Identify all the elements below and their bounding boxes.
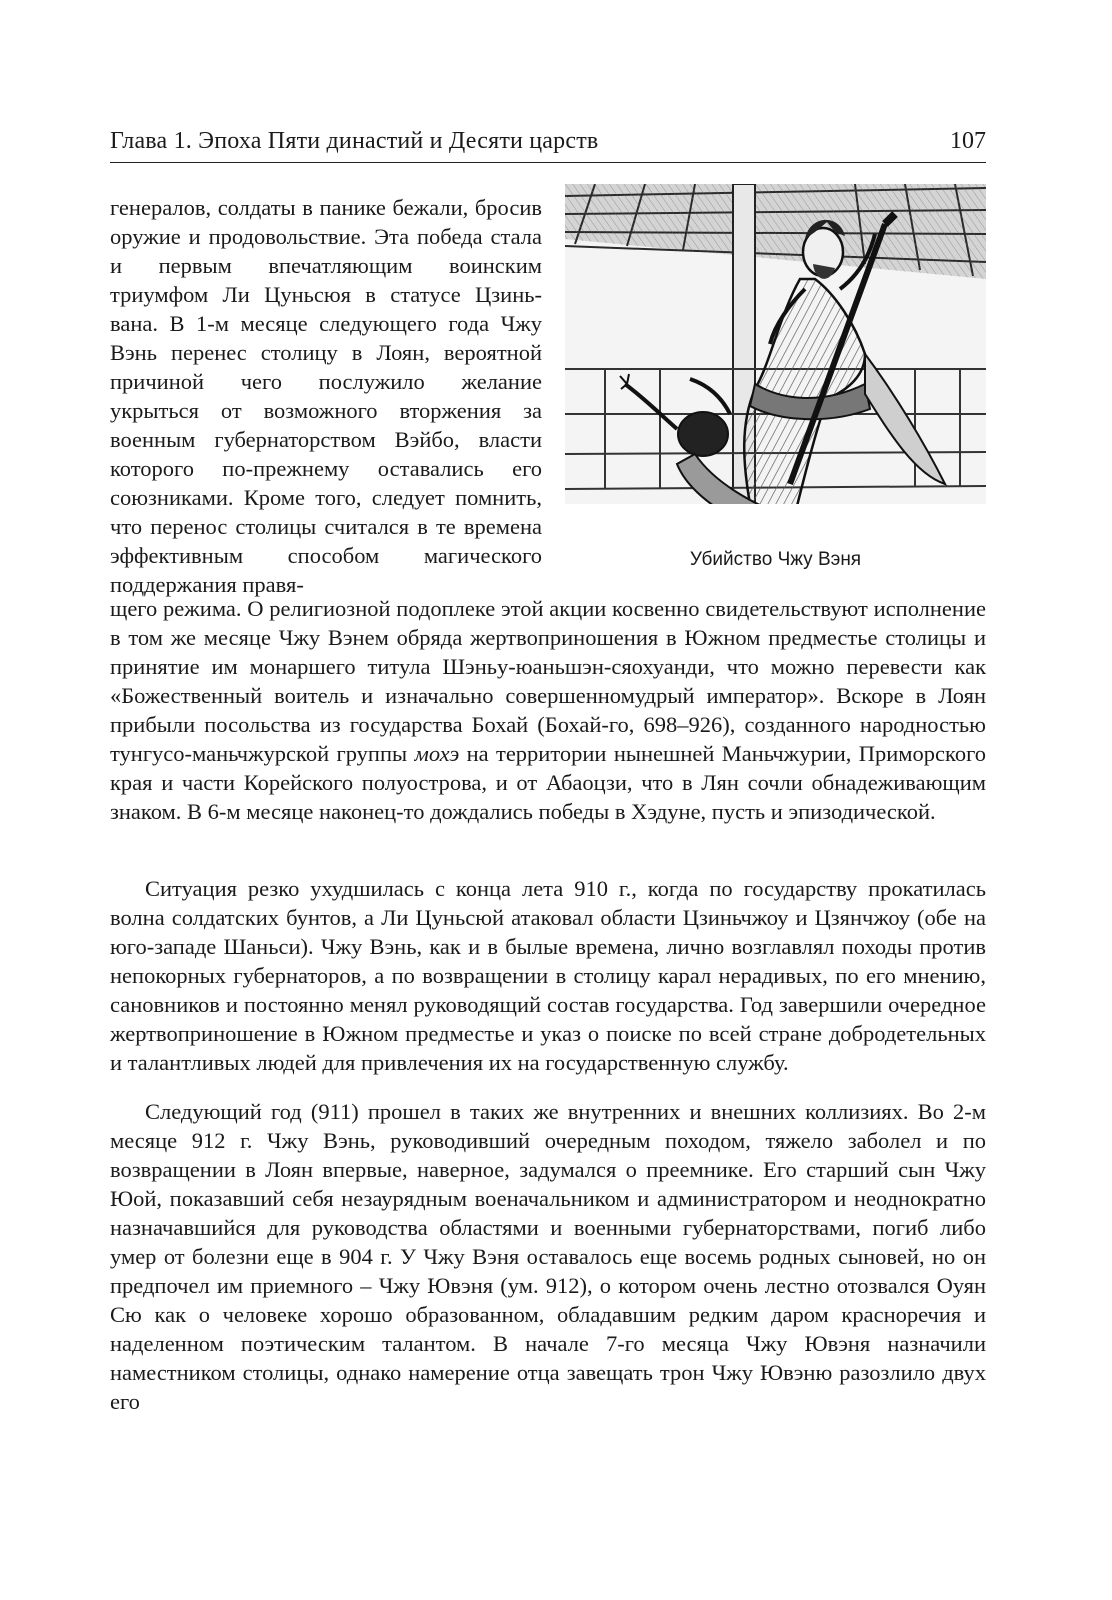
continuation-text-2: на территории нынешней Маньчжурии, Приморского края и части Корейского полуострова, и от Абаоцзи, что в Лян сочли обнадеживающим знаком. В 6-м месяце наконец-то дождались победы в Хэдуне, пусть и эпизодической. <box>110 741 986 824</box>
paragraph-2: Ситуация резко ухудшилась с конца лета 910 г., когда по государству прокатилась волна солдатских бунтов, а Ли Цуньсюй атаковал области Цзиньчжоу и Цзянчжоу (обе на юго-западе Шаньси). Чжу Вэнь, как и в былые времена, лично возглавлял походы против непокорных губернаторов, а по возвращении в столицу карал нерадивых, по его мнению, сановников и постоянно менял руководящий состав государства. Год завершили очередное жертвоприношение в Южном предместье и указ о поиске по всей стране добродетельных и талантливых людей для привлечения их на государственную службу. <box>110 876 986 1075</box>
paragraph-continuation <box>110 594 986 826</box>
italic-term: мохэ <box>414 741 460 766</box>
illustration <box>565 184 986 524</box>
column-paragraph: генералов, солдаты в панике бежали, бросив оружие и продовольствие. Эта победа стала и первым впечатляющим воинским триумфом Ли Цуньсюя в статусе Цзинь-вана. В 1-м месяце следующего года Чжу Вэнь перенес столицу в Лоян, вероятной причиной чего послужило желание укрыться от возможного вторжения за военным губернаторством Вэйбо, власти которого по-прежнему оставались его союзниками. Кроме того, следует помнить, что перенос столицы считался в те времена эффективным способом магического поддержания правя- <box>110 195 542 597</box>
figure-caption: Убийство Чжу Вэня <box>689 549 862 570</box>
chapter-title: Глава 1. Эпоха Пяти династий и Десяти царств <box>110 128 599 154</box>
continuation-text-1: щего режима. О религиозной подоплеке этой акции косвенно свидетельствуют исполнение в том же месяце Чжу Вэнем обряда жертвоприношения в Южном предместье столицы и принятие им монаршего титула Шэньу-юаньшэн-сяохуанди, что можно перевести как «Божественный воитель и изначально совершенномудрый император». Вскоре в Лоян прибыли посольства из государства Бохай (Бохай-го, 698–926), созданного народностью тунгусо-маньчжурской группы <box>110 596 986 766</box>
illustration-drawing <box>565 184 986 524</box>
running-header <box>110 128 986 163</box>
page-number: 107 <box>950 128 986 154</box>
paragraph-3: Следующий год (911) прошел в таких же внутренних и внешних коллизиях. Во 2-м месяце 912 г. Чжу Вэнь, руководивший очередным походом, тяжело заболел и по возвращении в Лоян впервые, наверное, задумался о преемнике. Его старший сын Чжу Юой, показавший себя незаурядным военачальником и администратором и неоднократно назначавшийся для руководства областями и военными губернаторствами, погиб либо умер от болезни еще в 904 г. У Чжу Вэня оставалось еще восемь родных сыновей, но он предпочел им приемного – Чжу Ювэня (ум. 912), о котором очень лестно отозвался Оуян Сю как о человеке хорошо образованном, обладавшим редким даром красноречия и наделенном поэтическим талантом. В начале 7-го месяца Чжу Ювэня назначили наместником столицы, однако намерение отца завещать трон Чжу Ювэню разозлило двух его <box>110 1099 986 1414</box>
